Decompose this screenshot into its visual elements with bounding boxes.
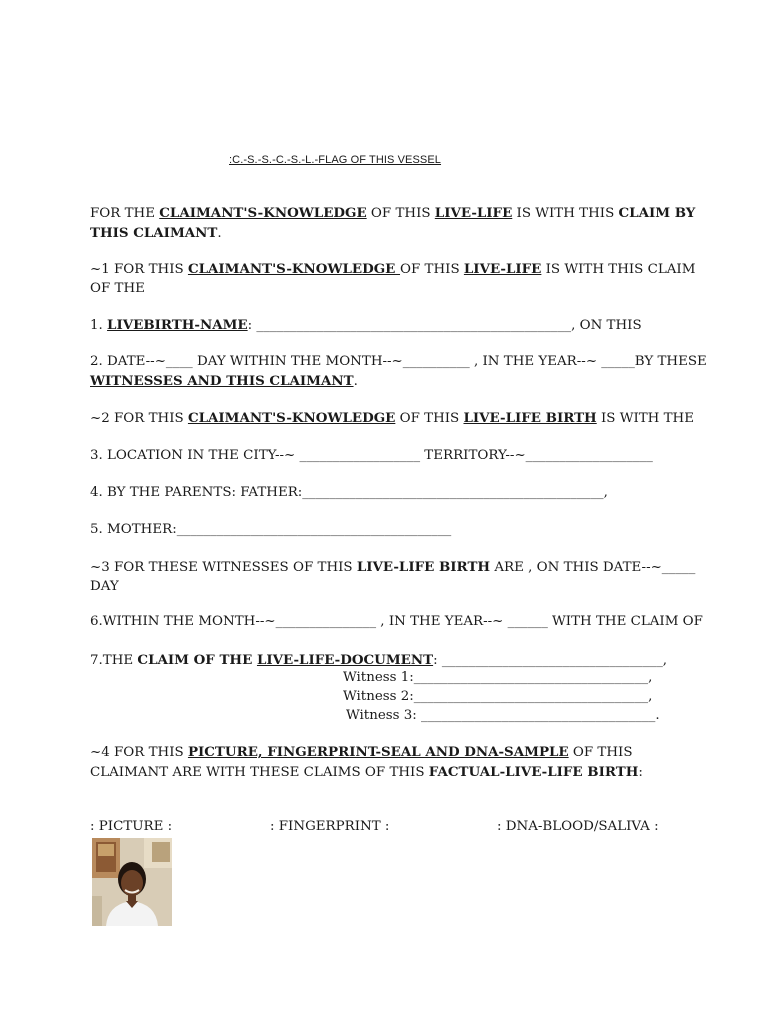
location-line: 3. LOCATION IN THE CITY--~ __________________ TERRITORY--~___________________ (90, 448, 653, 463)
claim-document-line: 7.THE CLAIM OF THE LIVE-LIFE-DOCUMENT: _________________________________, (90, 652, 668, 668)
section-4-paragraph: ~4 FOR THIS PICTURE, FINGERPRINT-SEAL AND DNA-SAMPLE OF THIS CLAIMANT ARE WITH THESE CLAIMS OF THIS FACTUAL-LIVE-LIFE BIRTH: (90, 744, 643, 780)
portrait-image (92, 838, 172, 926)
witness-1-line: Witness 1:___________________________________, (343, 670, 653, 685)
witness-2-line: Witness 2:___________________________________, (343, 689, 653, 704)
witness-3-line: Witness 3: ___________________________________. (346, 708, 660, 723)
father-line: 4. BY THE PARENTS: FATHER:_____________________________________________, (90, 485, 608, 500)
month-year-line: 6.WITHIN THE MONTH--~_______________ , IN THE YEAR--~ ______ WITH THE CLAIM OF (90, 614, 703, 629)
livebirth-name-line: 1. LIVEBIRTH-NAME: _______________________________________________, ON THIS (90, 317, 642, 333)
mother-line: 5. MOTHER:_________________________________________ (90, 522, 452, 537)
claimant-photo (92, 838, 172, 926)
section-1-paragraph: ~1 FOR THIS CLAIMANT'S-KNOWLEDGE OF THIS LIVE-LIFE IS WITH THIS CLAIM OF THE (90, 261, 696, 296)
dna-label: : DNA-BLOOD/SALIVA : (497, 819, 659, 834)
date-line: 2. DATE--~____ DAY WITHIN THE MONTH--~__________ , IN THE YEAR--~ _____BY THESE WITNESSES AND THIS CLAIMANT. (90, 354, 707, 389)
picture-label: : PICTURE : (90, 819, 173, 834)
intro-paragraph: FOR THE CLAIMANT'S-KNOWLEDGE OF THIS LIVE-LIFE IS WITH THIS CLAIM BY THIS CLAIMANT. (90, 205, 696, 241)
section-2-paragraph: ~2 FOR THIS CLAIMANT'S-KNOWLEDGE OF THIS LIVE-LIFE BIRTH IS WITH THE (90, 410, 694, 426)
section-3-paragraph: ~3 FOR THESE WITNESSES OF THIS LIVE-LIFE BIRTH ARE , ON THIS DATE--~_____ DAY (90, 559, 696, 594)
fingerprint-label: : FINGERPRINT : (270, 819, 390, 834)
flag-title: :C.-S.-S.-C.-S.-L.-FLAG OF THIS VESSEL (229, 154, 442, 166)
